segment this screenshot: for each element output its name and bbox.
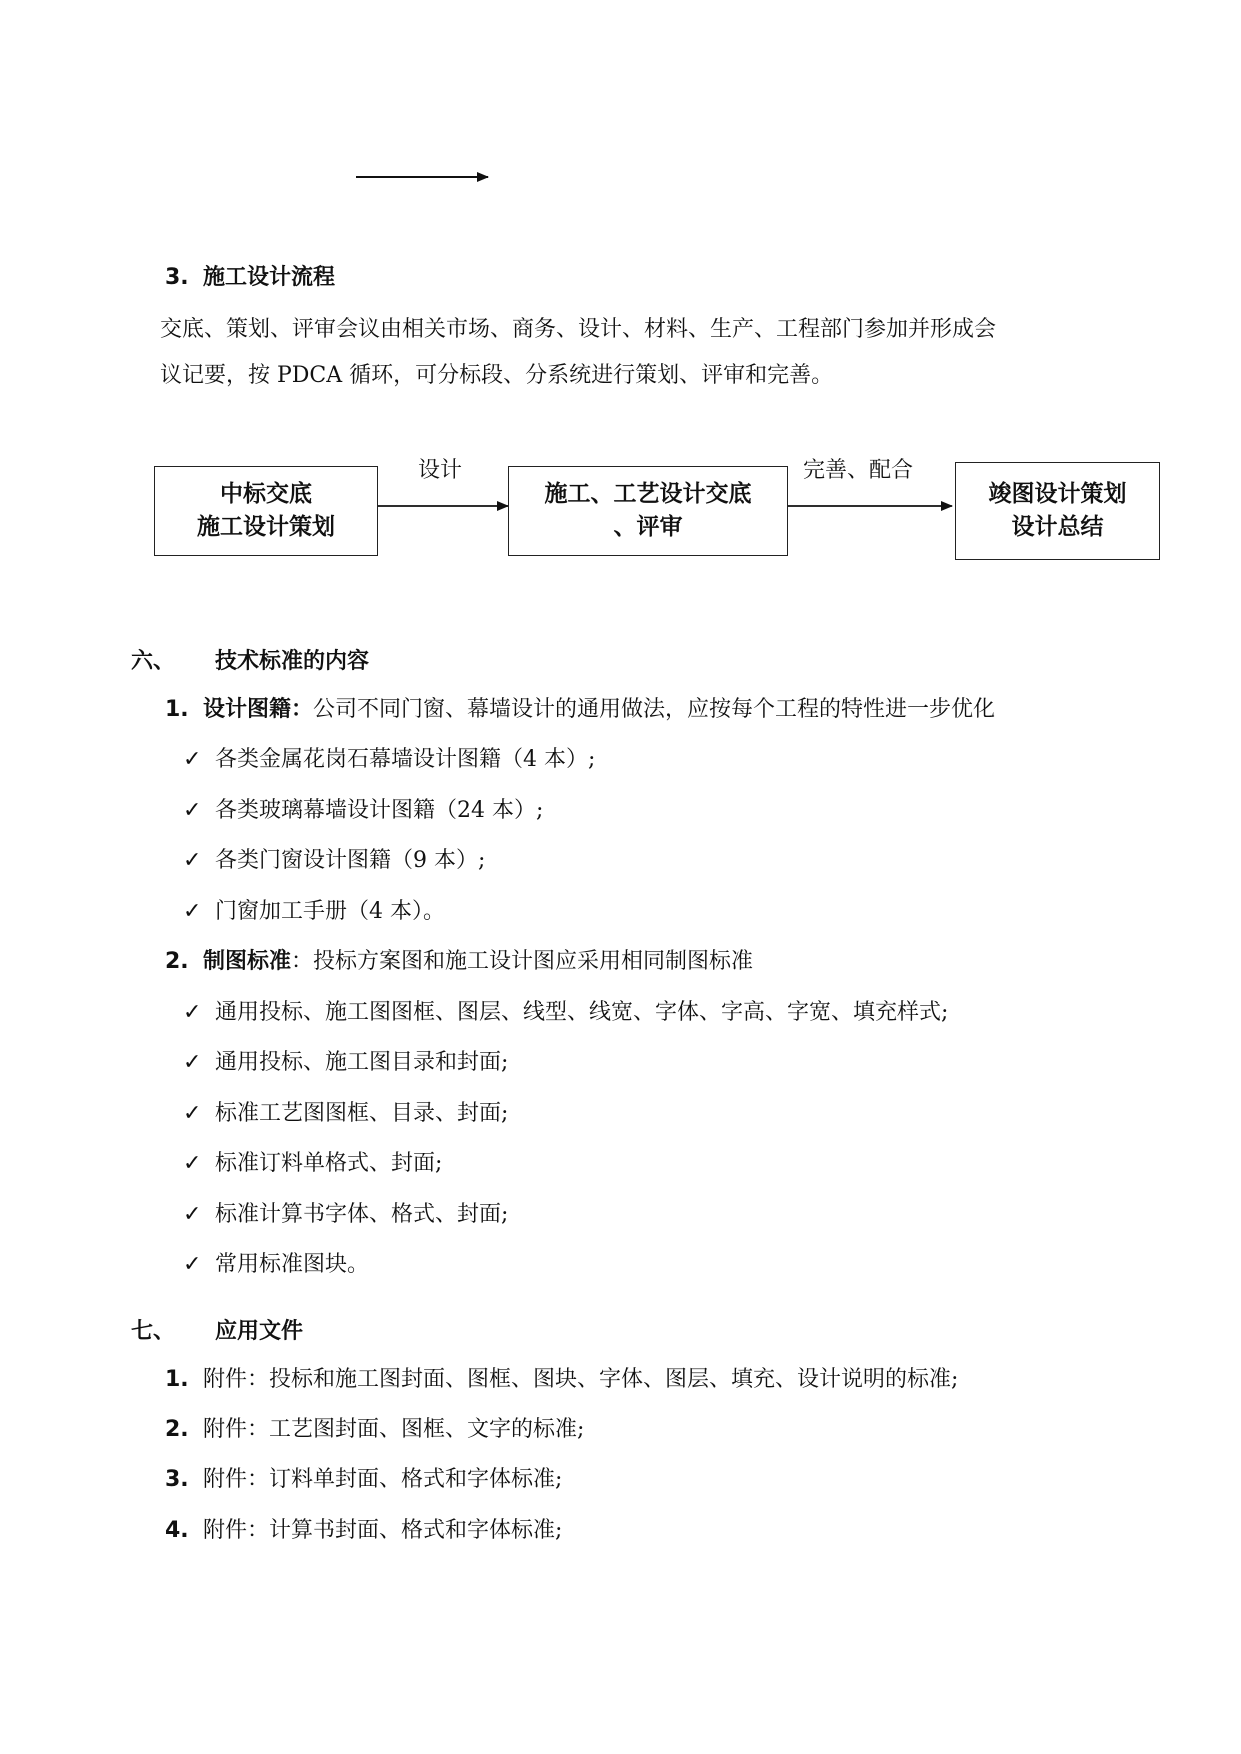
section7-item-text: 附件：投标和施工图封面、图框、图块、字体、图层、填充、设计说明的标准; — [203, 1367, 959, 1392]
item1-bullet-1: 各类金属花岗石幕墙设计图籍（4 本）; — [215, 747, 596, 772]
section7-title: 应用文件 — [215, 1319, 304, 1344]
flow-box3-line1: 竣图设计策划 — [988, 481, 1127, 507]
flow-box1-line2: 施工设计策划 — [197, 514, 335, 540]
section6-number: 六、 — [131, 649, 176, 674]
flow-box1-line1: 中标交底 — [220, 481, 312, 507]
flow-box2-line2: 、评审 — [613, 514, 683, 540]
section7-item-text: 附件：工艺图封面、图框、文字的标准; — [203, 1417, 585, 1442]
flow-box3-line2: 设计总结 — [1011, 514, 1104, 540]
checkmark-icon: ✓ — [183, 1050, 202, 1075]
checkmark-icon: ✓ — [183, 899, 202, 924]
flow-box-as-built-summary — [955, 462, 1160, 560]
checkmark-icon: ✓ — [183, 1202, 202, 1227]
section7-item-number: 3. — [165, 1467, 189, 1492]
flow-arrow2-label: 完善、配合 — [803, 458, 914, 483]
item2-label: 制图标准 — [203, 949, 292, 974]
item1-bullet-2: 各类玻璃幕墙设计图籍（24 本）; — [215, 798, 544, 823]
checkmark-icon: ✓ — [183, 1151, 202, 1176]
item2-bullet-4: 标准订料单格式、封面; — [215, 1151, 443, 1176]
section7-number: 七、 — [131, 1319, 176, 1344]
checkmark-icon: ✓ — [183, 798, 202, 823]
item2-bullet-1: 通用投标、施工图图框、图层、线型、线宽、字体、字高、字宽、填充样式; — [215, 1000, 949, 1025]
flow-box-design-review — [508, 466, 788, 556]
section6-title: 技术标准的内容 — [215, 649, 370, 674]
section7-item-text: 附件：计算书封面、格式和字体标准; — [203, 1518, 563, 1543]
section3-title: 施工设计流程 — [203, 265, 336, 290]
item1-row — [203, 696, 995, 724]
item2-bullet-5: 标准计算书字体、格式、封面; — [215, 1202, 509, 1227]
checkmark-icon: ✓ — [183, 1000, 202, 1025]
item1-bullet-3: 各类门窗设计图籍（9 本）; — [215, 848, 486, 873]
item2-bullet-3: 标准工艺图图框、目录、封面; — [215, 1101, 509, 1126]
section3-paragraph-line2: 议记要，按 PDCA 循环，可分标段、分系统进行策划、评审和完善。 — [160, 363, 834, 388]
checkmark-icon: ✓ — [183, 1252, 202, 1277]
section3-number: 3. — [165, 265, 189, 290]
item1-text: 公司不同门窗、幕墙设计的通用做法，应按每个工程的特性进一步优化 — [313, 697, 996, 722]
section3-paragraph-line1: 交底、策划、评审会议由相关市场、商务、设计、材料、生产、工程部门参加并形成会 — [160, 317, 997, 342]
item2-row — [203, 948, 753, 976]
item2-bullet-2: 通用投标、施工图目录和封面; — [215, 1050, 509, 1075]
checkmark-icon: ✓ — [183, 1101, 202, 1126]
section7-item-number: 2. — [165, 1417, 189, 1442]
item2-bullet-6: 常用标准图块。 — [215, 1252, 370, 1277]
flow-box-bid-handover — [154, 466, 378, 556]
item1-bullet-4: 门窗加工手册（4 本）。 — [215, 899, 445, 924]
flow-box2-line1: 施工、工艺设计交底 — [544, 481, 752, 507]
checkmark-icon: ✓ — [183, 747, 202, 772]
checkmark-icon: ✓ — [183, 848, 202, 873]
item1-number: 1. — [165, 697, 189, 722]
section7-item-number: 4. — [165, 1518, 189, 1543]
flow-arrow1-label: 设计 — [418, 458, 463, 483]
item1-label: 设计图籍： — [203, 697, 314, 722]
section7-item-text: 附件：订料单封面、格式和字体标准; — [203, 1467, 563, 1492]
item2-number: 2. — [165, 949, 189, 974]
item2-text: ：投标方案图和施工设计图应采用相同制图标准 — [291, 949, 754, 974]
section7-item-number: 1. — [165, 1367, 189, 1392]
